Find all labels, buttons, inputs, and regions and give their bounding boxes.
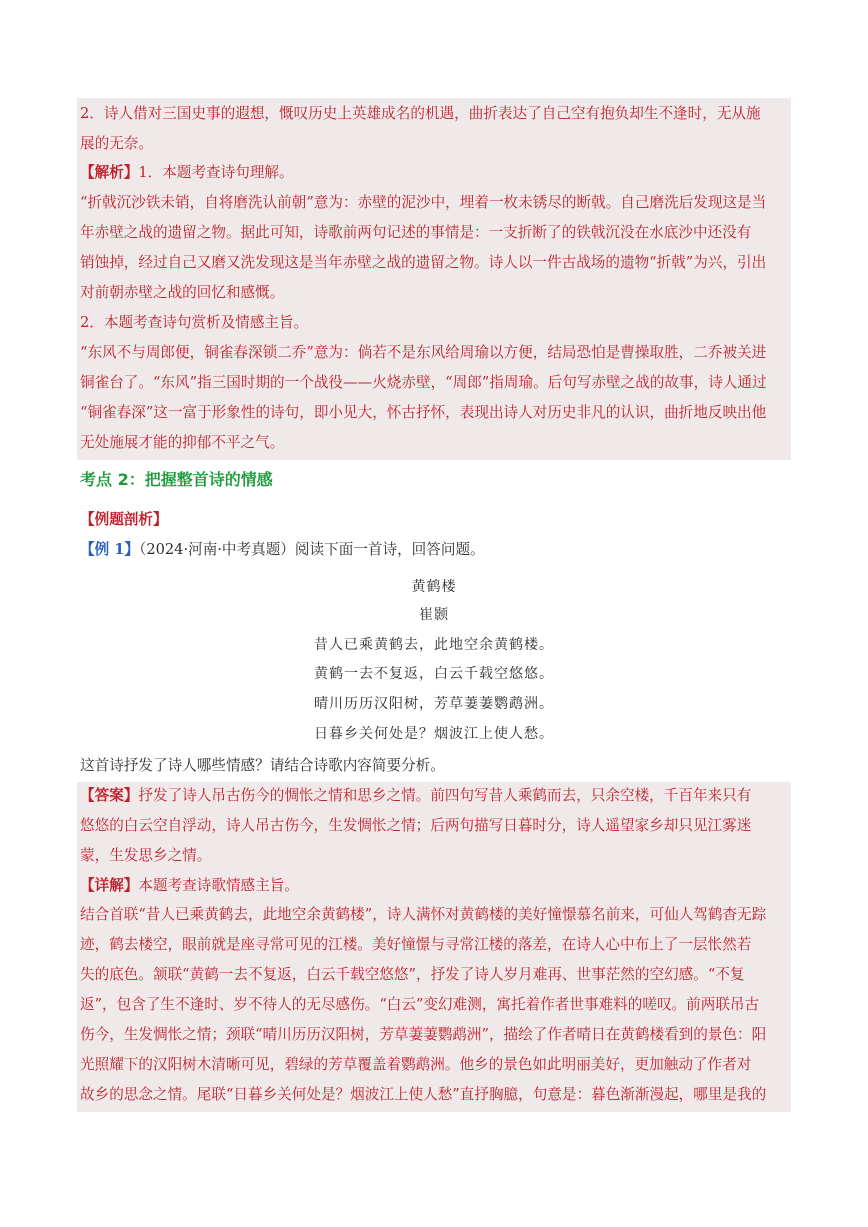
analysis-2-line-1: “东风不与周郎便，铜雀春深锁二乔”意为：倘若不是东风给周瑜以方便，结局恐怕是曹操取胜，二乔被关进 (80, 344, 767, 361)
analysis-tag: 【解析】 (80, 164, 139, 181)
detail-line-5: 伤今，生发惆怅之情；颈联“晴川历历汉阳树，芳草萋萋鹦鹉洲”，描绘了作者晴日在黄鹤楼看到的景色：阳 (80, 1026, 767, 1043)
analysis-2-line-2: 铜雀台了。“东风”指三国时期的一个战役——火烧赤壁，“周郎”指周瑜。后句写赤壁之战的故事，诗人通过 (80, 374, 767, 391)
section-title: 考点 2：把握整首诗的情感 (80, 470, 273, 489)
answer-first: 抒发了诗人吊古伤今的惆怅之情和思乡之情。前四句写昔人乘鹤而去，只余空楼，千百年来只有 (138, 787, 752, 804)
poem-line-1: 昔人已乘黄鹤去，此地空余黄鹤楼。 (314, 637, 554, 653)
answer-item-2-line-2: 展的无奈。 (80, 135, 153, 152)
analysis-1-line-4: 对前朝赤壁之战的回忆和感慨。 (80, 284, 285, 301)
answer-line-2: 悠悠的白云空自浮动，诗人吊古伤今，生发惆怅之情；后两句描写日暮时分，诗人遥望家乡却只见江雾迷 (80, 817, 752, 834)
poem-line-4: 日暮乡关何处是？烟波江上使人愁。 (314, 726, 554, 742)
question-text: 这首诗抒发了诗人哪些情感？请结合诗歌内容简要分析。 (80, 757, 445, 774)
detail-heading (80, 876, 790, 896)
analysis-1-line-3: 销蚀掉，经过自己又磨又洗发现这是当年赤壁之战的遗留之物。诗人以一件古战场的遗物“折戟”为兴，引出 (80, 254, 767, 271)
example-tag: 【例 1】 (80, 541, 140, 558)
example-heading (80, 540, 485, 560)
analysis-heading (80, 163, 790, 183)
example-instruction: 阅读下面一首诗，回答问题。 (294, 541, 485, 558)
detail-line-3: 失的底色。颔联“黄鹤一去不复返，白云千载空悠悠”，抒发了诗人岁月难再、世事茫然的空幻感。“不复 (80, 966, 745, 983)
detail-line-4: 返”，包含了生不逢时、岁不待人的无尽感伤。“白云”变幻难测，寓托着作者世事难料的嗟叹。前两联吊古 (80, 996, 760, 1013)
poem-author: 崔颢 (419, 607, 449, 623)
detail-line-6: 光照耀下的汉阳树木清晰可见，碧绿的芳草覆盖着鹦鹉洲。他乡的景色如此明丽美好，更加触动了作者对 (80, 1056, 752, 1073)
analysis-1-line-1: “折戟沉沙铁未销，自将磨洗认前朝”意为：赤壁的泥沙中，埋着一枚未锈尽的断戟。自己磨洗后发现这是当 (80, 194, 767, 211)
poem-line-2: 黄鹤一去不复返，白云千载空悠悠。 (314, 666, 554, 682)
poem-line-3: 晴川历历汉阳树，芳草萋萋鹦鹉洲。 (314, 696, 554, 712)
poem-title: 黄鹤楼 (411, 579, 457, 595)
answer-line-1 (80, 786, 790, 806)
detail-line-1: 结合首联“昔人已乘黄鹤去，此地空余黄鹤楼”，诗人满怀对黄鹤楼的美好憧憬慕名前来，可仙人驾鹤杳无踪 (80, 906, 767, 923)
detail-line-2: 迹，鹤去楼空，眼前就是座寻常可见的江楼。美好憧憬与寻常江楼的落差，在诗人心中布上了一层怅然若 (80, 936, 752, 953)
analysis-2-line-3: “铜雀春深”这一富于形象性的诗句，即小见大，怀古抒怀，表现出诗人对历史非凡的认识，曲折地反映出他 (80, 404, 767, 421)
answer-tag: 【答案】 (80, 787, 139, 804)
analysis-head: 1．本题考查诗句理解。 (138, 164, 294, 181)
answer-item-2-line-1: 2．诗人借对三国史事的遐想，慨叹历史上英雄成名的机遇，曲折表达了自己空有抱负却生不逢时，无从施 (80, 105, 761, 122)
analysis-1-line-2: 年赤壁之战的遗留之物。据此可知，诗歌前两句记述的事情是：一支折断了的铁戟沉没在水底沙中还没有 (80, 224, 752, 241)
analysis-2-line-4: 无处施展才能的抑郁不平之气。 (80, 434, 285, 451)
detail-tag: 【详解】 (80, 877, 139, 894)
answer-line-3: 蒙，生发思乡之情。 (80, 847, 212, 864)
subsection-label: 【例题剖析】 (80, 511, 168, 528)
detail-line-7: 故乡的思念之情。尾联“日暮乡关何处是？烟波江上使人愁”直抒胸臆，句意是：暮色渐渐漫起，哪里是我的 (80, 1086, 767, 1103)
detail-head: 本题考查诗歌情感主旨。 (138, 877, 299, 894)
analysis-2-heading: 2．本题考查诗句赏析及情感主旨。 (80, 314, 309, 331)
example-source: （2024·河南·中考真题） (139, 541, 295, 558)
